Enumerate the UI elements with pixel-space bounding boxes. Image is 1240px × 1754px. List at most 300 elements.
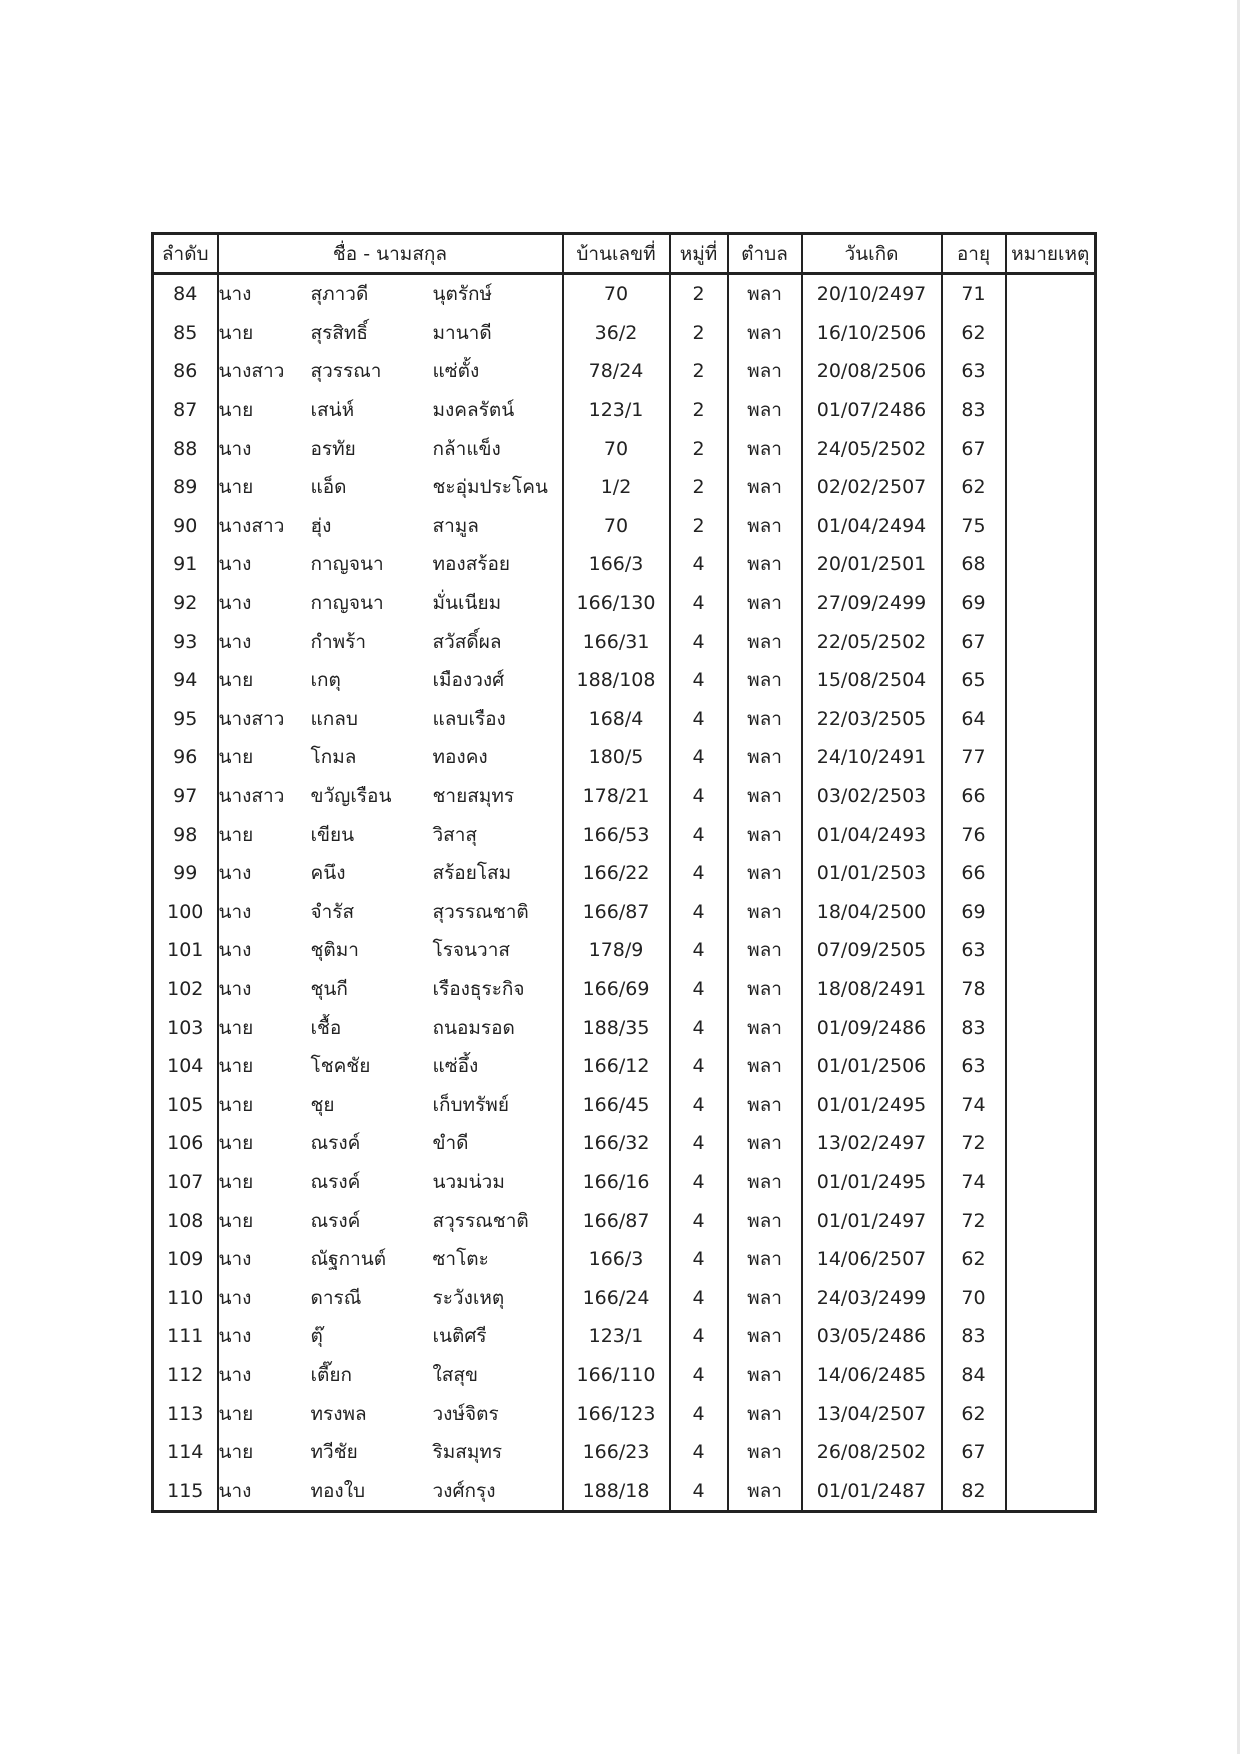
cell-last-name: ทองสร้อย — [433, 545, 563, 584]
cell-no: 100 — [153, 893, 218, 932]
cell-first-name: ชุนกี — [310, 977, 348, 1000]
cell-note — [1006, 391, 1096, 430]
cell-tambon: พลา — [728, 314, 802, 353]
table-row — [153, 1356, 1096, 1395]
cell-first-name: สุวรรณา — [310, 360, 382, 383]
header-name: ชื่อ - นามสกุล — [218, 234, 563, 274]
cell-moo: 4 — [670, 1163, 728, 1202]
cell-no: 94 — [153, 661, 218, 700]
cell-title: นาย — [218, 1402, 254, 1425]
table-row — [153, 352, 1096, 391]
cell-dob: 18/08/2491 — [802, 970, 942, 1009]
cell-last-name: แลบเรือง — [433, 700, 563, 739]
cell-age: 77 — [942, 738, 1006, 777]
cell-tambon: พลา — [728, 661, 802, 700]
table-row — [153, 1278, 1096, 1317]
cell-last-name: สามูล — [433, 507, 563, 546]
cell-moo: 4 — [670, 1317, 728, 1356]
cell-moo: 2 — [670, 507, 728, 546]
cell-tambon: พลา — [728, 1085, 802, 1124]
cell-last-name: ซาโตะ — [433, 1240, 563, 1279]
cell-last-name: มานาดี — [433, 314, 563, 353]
cell-house-no: 166/53 — [563, 815, 670, 854]
cell-no: 86 — [153, 352, 218, 391]
cell-first-name: จำรัส — [310, 900, 355, 923]
cell-dob: 24/10/2491 — [802, 738, 942, 777]
cell-house-no: 168/4 — [563, 700, 670, 739]
cell-no: 87 — [153, 391, 218, 430]
cell-house-no: 166/3 — [563, 545, 670, 584]
cell-last-name: สร้อยโสม — [433, 854, 563, 893]
cell-moo: 4 — [670, 700, 728, 739]
header-note: หมายเหตุ — [1006, 234, 1096, 274]
cell-tambon: พลา — [728, 815, 802, 854]
cell-last-name: สุวรรณชาติ — [433, 893, 563, 932]
cell-first-name: แอ็ด — [310, 476, 347, 499]
cell-note — [1006, 352, 1096, 391]
cell-moo: 4 — [670, 545, 728, 584]
table-row — [153, 931, 1096, 970]
cell-moo: 4 — [670, 1394, 728, 1433]
cell-first-name: ดารณี — [310, 1286, 362, 1309]
cell-first-name: โกมล — [310, 746, 357, 769]
cell-dob: 01/01/2506 — [802, 1047, 942, 1086]
cell-no: 93 — [153, 622, 218, 661]
cell-last-name: มั่นเนียม — [433, 584, 563, 623]
cell-title: นาง — [218, 592, 252, 615]
cell-dob: 22/03/2505 — [802, 700, 942, 739]
cell-note — [1006, 700, 1096, 739]
cell-tambon: พลา — [728, 1008, 802, 1047]
table-row — [153, 545, 1096, 584]
cell-age: 64 — [942, 700, 1006, 739]
cell-last-name: ใสสุข — [433, 1356, 563, 1395]
cell-no: 111 — [153, 1317, 218, 1356]
cell-no: 98 — [153, 815, 218, 854]
table-row — [153, 1008, 1096, 1047]
cell-first-name: ณรงค์ — [310, 1170, 361, 1193]
table-row — [153, 1201, 1096, 1240]
cell-moo: 4 — [670, 1278, 728, 1317]
cell-house-no: 166/130 — [563, 584, 670, 623]
cell-first-name: ทวีชัย — [310, 1441, 358, 1464]
cell-no: 95 — [153, 700, 218, 739]
cell-tambon: พลา — [728, 738, 802, 777]
cell-note — [1006, 1317, 1096, 1356]
cell-no: 89 — [153, 468, 218, 507]
cell-tambon: พลา — [728, 1240, 802, 1279]
cell-house-no: 70 — [563, 429, 670, 468]
cell-no: 97 — [153, 777, 218, 816]
cell-age: 76 — [942, 815, 1006, 854]
cell-tambon: พลา — [728, 1278, 802, 1317]
cell-dob: 13/04/2507 — [802, 1394, 942, 1433]
cell-no: 115 — [153, 1471, 218, 1511]
cell-house-no: 178/9 — [563, 931, 670, 970]
header-tambon: ตำบล — [728, 234, 802, 274]
cell-age: 66 — [942, 854, 1006, 893]
cell-note — [1006, 314, 1096, 353]
cell-last-name: ริมสมุทร — [433, 1433, 563, 1472]
table-row — [153, 468, 1096, 507]
cell-title: นาย — [218, 476, 254, 499]
cell-dob: 27/09/2499 — [802, 584, 942, 623]
cell-title: นางสาว — [218, 360, 285, 383]
cell-moo: 4 — [670, 1471, 728, 1511]
cell-tambon: พลา — [728, 1471, 802, 1511]
cell-last-name: สวัสดิ์ผล — [433, 622, 563, 661]
cell-house-no: 180/5 — [563, 738, 670, 777]
cell-note — [1006, 545, 1096, 584]
cell-no: 106 — [153, 1124, 218, 1163]
cell-age: 70 — [942, 1278, 1006, 1317]
cell-moo: 4 — [670, 815, 728, 854]
cell-note — [1006, 468, 1096, 507]
cell-title: นาง — [218, 1248, 252, 1271]
cell-title: นาย — [218, 669, 254, 692]
cell-first-name: ทองใบ — [311, 1471, 433, 1511]
cell-note — [1006, 584, 1096, 623]
cell-note — [1006, 1356, 1096, 1395]
cell-note — [1006, 1124, 1096, 1163]
cell-note — [1006, 429, 1096, 468]
cell-note — [1006, 777, 1096, 816]
cell-dob: 14/06/2485 — [802, 1356, 942, 1395]
cell-age: 63 — [942, 352, 1006, 391]
table-row — [153, 314, 1096, 353]
cell-first-name: เชื้อ — [310, 1016, 342, 1039]
cell-no: 112 — [153, 1356, 218, 1395]
cell-house-no: 166/87 — [563, 893, 670, 932]
cell-last-name: สวุรรณชาติ — [433, 1201, 563, 1240]
cell-tambon: พลา — [728, 352, 802, 391]
cell-first-name: ณรงค์ — [310, 1132, 361, 1155]
cell-age: 74 — [942, 1085, 1006, 1124]
cell-note — [1006, 1201, 1096, 1240]
cell-first-name: กำพร้า — [310, 630, 367, 653]
cell-dob: 01/01/2497 — [802, 1201, 942, 1240]
cell-last-name: แซ่ตั้ง — [433, 352, 563, 391]
cell-no: 108 — [153, 1201, 218, 1240]
table-row — [153, 738, 1096, 777]
cell-house-no: 166/69 — [563, 970, 670, 1009]
cell-title: นาง — [218, 553, 252, 576]
cell-dob: 24/03/2499 — [802, 1278, 942, 1317]
cell-no: 88 — [153, 429, 218, 468]
cell-age: 63 — [942, 931, 1006, 970]
cell-note — [1006, 1047, 1096, 1086]
cell-last-name: ถนอมรอด — [433, 1008, 563, 1047]
cell-dob: 13/02/2497 — [802, 1124, 942, 1163]
table-row — [153, 391, 1096, 430]
cell-age: 67 — [942, 622, 1006, 661]
cell-moo: 4 — [670, 1008, 728, 1047]
cell-note — [1006, 970, 1096, 1009]
cell-title: นาง — [218, 1325, 252, 1348]
cell-tambon: พลา — [728, 545, 802, 584]
cell-dob: 02/02/2507 — [802, 468, 942, 507]
cell-house-no: 166/16 — [563, 1163, 670, 1202]
cell-moo: 2 — [670, 352, 728, 391]
cell-dob: 01/04/2494 — [802, 507, 942, 546]
cell-dob: 03/05/2486 — [802, 1317, 942, 1356]
cell-tambon: พลา — [728, 1124, 802, 1163]
cell-age: 83 — [942, 1317, 1006, 1356]
cell-title: นาง — [218, 283, 252, 306]
cell-tambon: พลา — [728, 429, 802, 468]
cell-moo: 4 — [670, 1433, 728, 1472]
cell-first-name: เสน่ห์ — [310, 399, 355, 422]
cell-title: นาง — [218, 630, 252, 653]
table-row — [153, 661, 1096, 700]
header-no: ลำดับ — [153, 234, 218, 274]
table-row — [153, 1471, 1096, 1511]
cell-title: นาง — [218, 1471, 311, 1511]
cell-first-name: เกตุ — [310, 669, 341, 692]
cell-no: 102 — [153, 970, 218, 1009]
cell-first-name: อรทัย — [310, 437, 356, 460]
cell-note — [1006, 854, 1096, 893]
cell-age: 83 — [942, 1008, 1006, 1047]
cell-moo: 4 — [670, 622, 728, 661]
cell-last-name: ชะอุ่มประโคน — [433, 468, 563, 507]
cell-moo: 4 — [670, 1356, 728, 1395]
cell-last-name: นวมน่วม — [433, 1163, 563, 1202]
cell-last-name: เนติศรี — [433, 1317, 563, 1356]
header-dob: วันเกิด — [802, 234, 942, 274]
cell-house-no: 166/87 — [563, 1201, 670, 1240]
cell-last-name: ชายสมุทร — [433, 777, 563, 816]
cell-moo: 4 — [670, 738, 728, 777]
cell-no: 91 — [153, 545, 218, 584]
cell-moo: 4 — [670, 1085, 728, 1124]
cell-note — [1006, 661, 1096, 700]
cell-house-no: 166/110 — [563, 1356, 670, 1395]
cell-title: นาย — [218, 1093, 254, 1116]
cell-age: 67 — [942, 429, 1006, 468]
cell-moo: 4 — [670, 970, 728, 1009]
cell-tambon: พลา — [728, 507, 802, 546]
cell-title: นางสาว — [218, 707, 285, 730]
cell-no: 109 — [153, 1240, 218, 1279]
cell-title: นาง — [218, 1363, 252, 1386]
cell-first-name: ชุติมา — [310, 939, 359, 962]
cell-last-name: เก็บทรัพย์ — [433, 1085, 563, 1124]
table-row — [153, 700, 1096, 739]
table-row — [153, 970, 1096, 1009]
cell-house-no: 188/108 — [563, 661, 670, 700]
cell-title: นาย — [218, 399, 254, 422]
cell-age: 78 — [942, 970, 1006, 1009]
cell-moo: 2 — [670, 391, 728, 430]
cell-tambon: พลา — [728, 931, 802, 970]
cell-dob: 07/09/2505 — [802, 931, 942, 970]
cell-tambon: พลา — [728, 1201, 802, 1240]
cell-note — [1006, 1433, 1096, 1472]
cell-no: 105 — [153, 1085, 218, 1124]
cell-tambon: พลา — [728, 274, 802, 314]
table-row — [153, 854, 1096, 893]
cell-age: 82 — [942, 1471, 1006, 1511]
cell-house-no: 166/32 — [563, 1124, 670, 1163]
cell-first-name: สุภาวดี — [310, 283, 369, 306]
cell-first-name: ทรงพล — [310, 1402, 367, 1425]
cell-age: 67 — [942, 1433, 1006, 1472]
cell-title: นาย — [218, 1055, 254, 1078]
cell-dob: 16/10/2506 — [802, 314, 942, 353]
cell-tambon: พลา — [728, 700, 802, 739]
cell-dob: 20/01/2501 — [802, 545, 942, 584]
cell-last-name: ขำดี — [433, 1124, 563, 1163]
cell-dob: 20/10/2497 — [802, 274, 942, 314]
cell-tambon: พลา — [728, 1356, 802, 1395]
cell-age: 72 — [942, 1124, 1006, 1163]
cell-moo: 4 — [670, 1240, 728, 1279]
cell-age: 63 — [942, 1047, 1006, 1086]
cell-dob: 03/02/2503 — [802, 777, 942, 816]
cell-title: นาง — [218, 900, 252, 923]
cell-tambon: พลา — [728, 1394, 802, 1433]
cell-first-name: แกลบ — [310, 707, 358, 730]
cell-no: 90 — [153, 507, 218, 546]
cell-title: นาย — [218, 1132, 254, 1155]
cell-tambon: พลา — [728, 777, 802, 816]
cell-age: 69 — [942, 893, 1006, 932]
table-row — [153, 815, 1096, 854]
cell-moo: 4 — [670, 1047, 728, 1086]
cell-tambon: พลา — [728, 1163, 802, 1202]
table-row — [153, 622, 1096, 661]
cell-first-name: ขวัญเรือน — [310, 785, 392, 808]
cell-first-name: ณัฐกานต์ — [310, 1248, 387, 1271]
cell-dob: 01/01/2503 — [802, 854, 942, 893]
table-row — [153, 1047, 1096, 1086]
cell-tambon: พลา — [728, 1433, 802, 1472]
cell-last-name: โรจนวาส — [433, 931, 563, 970]
cell-dob: 22/05/2502 — [802, 622, 942, 661]
cell-moo: 4 — [670, 931, 728, 970]
cell-note — [1006, 893, 1096, 932]
header-age: อายุ — [942, 234, 1006, 274]
cell-moo: 4 — [670, 1124, 728, 1163]
cell-title: นาง — [218, 939, 252, 962]
cell-moo: 4 — [670, 893, 728, 932]
cell-last-name: มงคลรัตน์ — [433, 391, 563, 430]
cell-moo: 4 — [670, 854, 728, 893]
cell-note — [1006, 274, 1096, 314]
cell-age: 65 — [942, 661, 1006, 700]
table-row — [153, 1394, 1096, 1433]
cell-age: 71 — [942, 274, 1006, 314]
cell-note — [1006, 507, 1096, 546]
cell-no: 85 — [153, 314, 218, 353]
cell-last-name: วิสาสุ — [433, 815, 563, 854]
cell-title: นาย — [218, 1441, 254, 1464]
cell-dob: 01/09/2486 — [802, 1008, 942, 1047]
cell-moo: 2 — [670, 314, 728, 353]
cell-age: 75 — [942, 507, 1006, 546]
cell-tambon: พลา — [728, 1317, 802, 1356]
cell-first-name: โชคชัย — [310, 1055, 371, 1078]
cell-last-name: ระวังเหตุ — [433, 1278, 563, 1317]
cell-age: 66 — [942, 777, 1006, 816]
cell-no: 99 — [153, 854, 218, 893]
cell-last-name: ทองคง — [433, 738, 563, 777]
cell-last-name: เรืองธุระกิจ — [433, 970, 563, 1009]
cell-age: 62 — [942, 468, 1006, 507]
cell-age: 83 — [942, 391, 1006, 430]
cell-moo: 4 — [670, 584, 728, 623]
table-body — [153, 274, 1096, 1512]
table-row — [153, 429, 1096, 468]
cell-age: 62 — [942, 314, 1006, 353]
cell-house-no: 178/21 — [563, 777, 670, 816]
cell-house-no: 1/2 — [563, 468, 670, 507]
cell-moo: 4 — [670, 1201, 728, 1240]
cell-no: 113 — [153, 1394, 218, 1433]
cell-note — [1006, 738, 1096, 777]
cell-note — [1006, 1471, 1096, 1511]
cell-tambon: พลา — [728, 1047, 802, 1086]
cell-no: 107 — [153, 1163, 218, 1202]
cell-house-no: 78/24 — [563, 352, 670, 391]
cell-last-name: นุตรักษ์ — [433, 274, 563, 314]
cell-house-no: 166/3 — [563, 1240, 670, 1279]
table-row — [153, 1240, 1096, 1279]
cell-house-no: 70 — [563, 507, 670, 546]
cell-note — [1006, 815, 1096, 854]
cell-dob: 01/07/2486 — [802, 391, 942, 430]
cell-first-name: เขียน — [310, 823, 355, 846]
table-row — [153, 1124, 1096, 1163]
cell-title: นาง — [218, 437, 252, 460]
cell-dob: 18/04/2500 — [802, 893, 942, 932]
cell-tambon: พลา — [728, 854, 802, 893]
cell-title: นาง — [218, 977, 252, 1000]
cell-age: 84 — [942, 1356, 1006, 1395]
cell-last-name: วงศ์กรุง — [433, 1471, 563, 1511]
cell-house-no: 70 — [563, 274, 670, 314]
cell-first-name: สุรสิทธิ์ — [310, 321, 369, 344]
cell-age: 62 — [942, 1240, 1006, 1279]
cell-dob: 01/04/2493 — [802, 815, 942, 854]
cell-house-no: 166/45 — [563, 1085, 670, 1124]
table-row — [153, 1433, 1096, 1472]
cell-dob: 20/08/2506 — [802, 352, 942, 391]
cell-house-no: 36/2 — [563, 314, 670, 353]
cell-moo: 2 — [670, 274, 728, 314]
cell-first-name: กาญจนา — [310, 553, 384, 576]
cell-house-no: 188/18 — [563, 1471, 670, 1511]
cell-moo: 4 — [670, 777, 728, 816]
cell-house-no: 166/31 — [563, 622, 670, 661]
cell-age: 68 — [942, 545, 1006, 584]
cell-house-no: 166/123 — [563, 1394, 670, 1433]
cell-first-name: กาญจนา — [310, 592, 384, 615]
cell-first-name: ตุ๊ — [310, 1325, 323, 1348]
cell-no: 104 — [153, 1047, 218, 1086]
table-row — [153, 777, 1096, 816]
cell-tambon: พลา — [728, 893, 802, 932]
cell-last-name: แซ่อึ้ง — [433, 1047, 563, 1086]
cell-title: นาย — [218, 1170, 254, 1193]
cell-house-no: 188/35 — [563, 1008, 670, 1047]
cell-last-name: กล้าแข็ง — [433, 429, 563, 468]
header-moo: หมู่ที่ — [670, 234, 728, 274]
cell-note — [1006, 1278, 1096, 1317]
cell-note — [1006, 1394, 1096, 1433]
cell-dob: 01/01/2495 — [802, 1085, 942, 1124]
